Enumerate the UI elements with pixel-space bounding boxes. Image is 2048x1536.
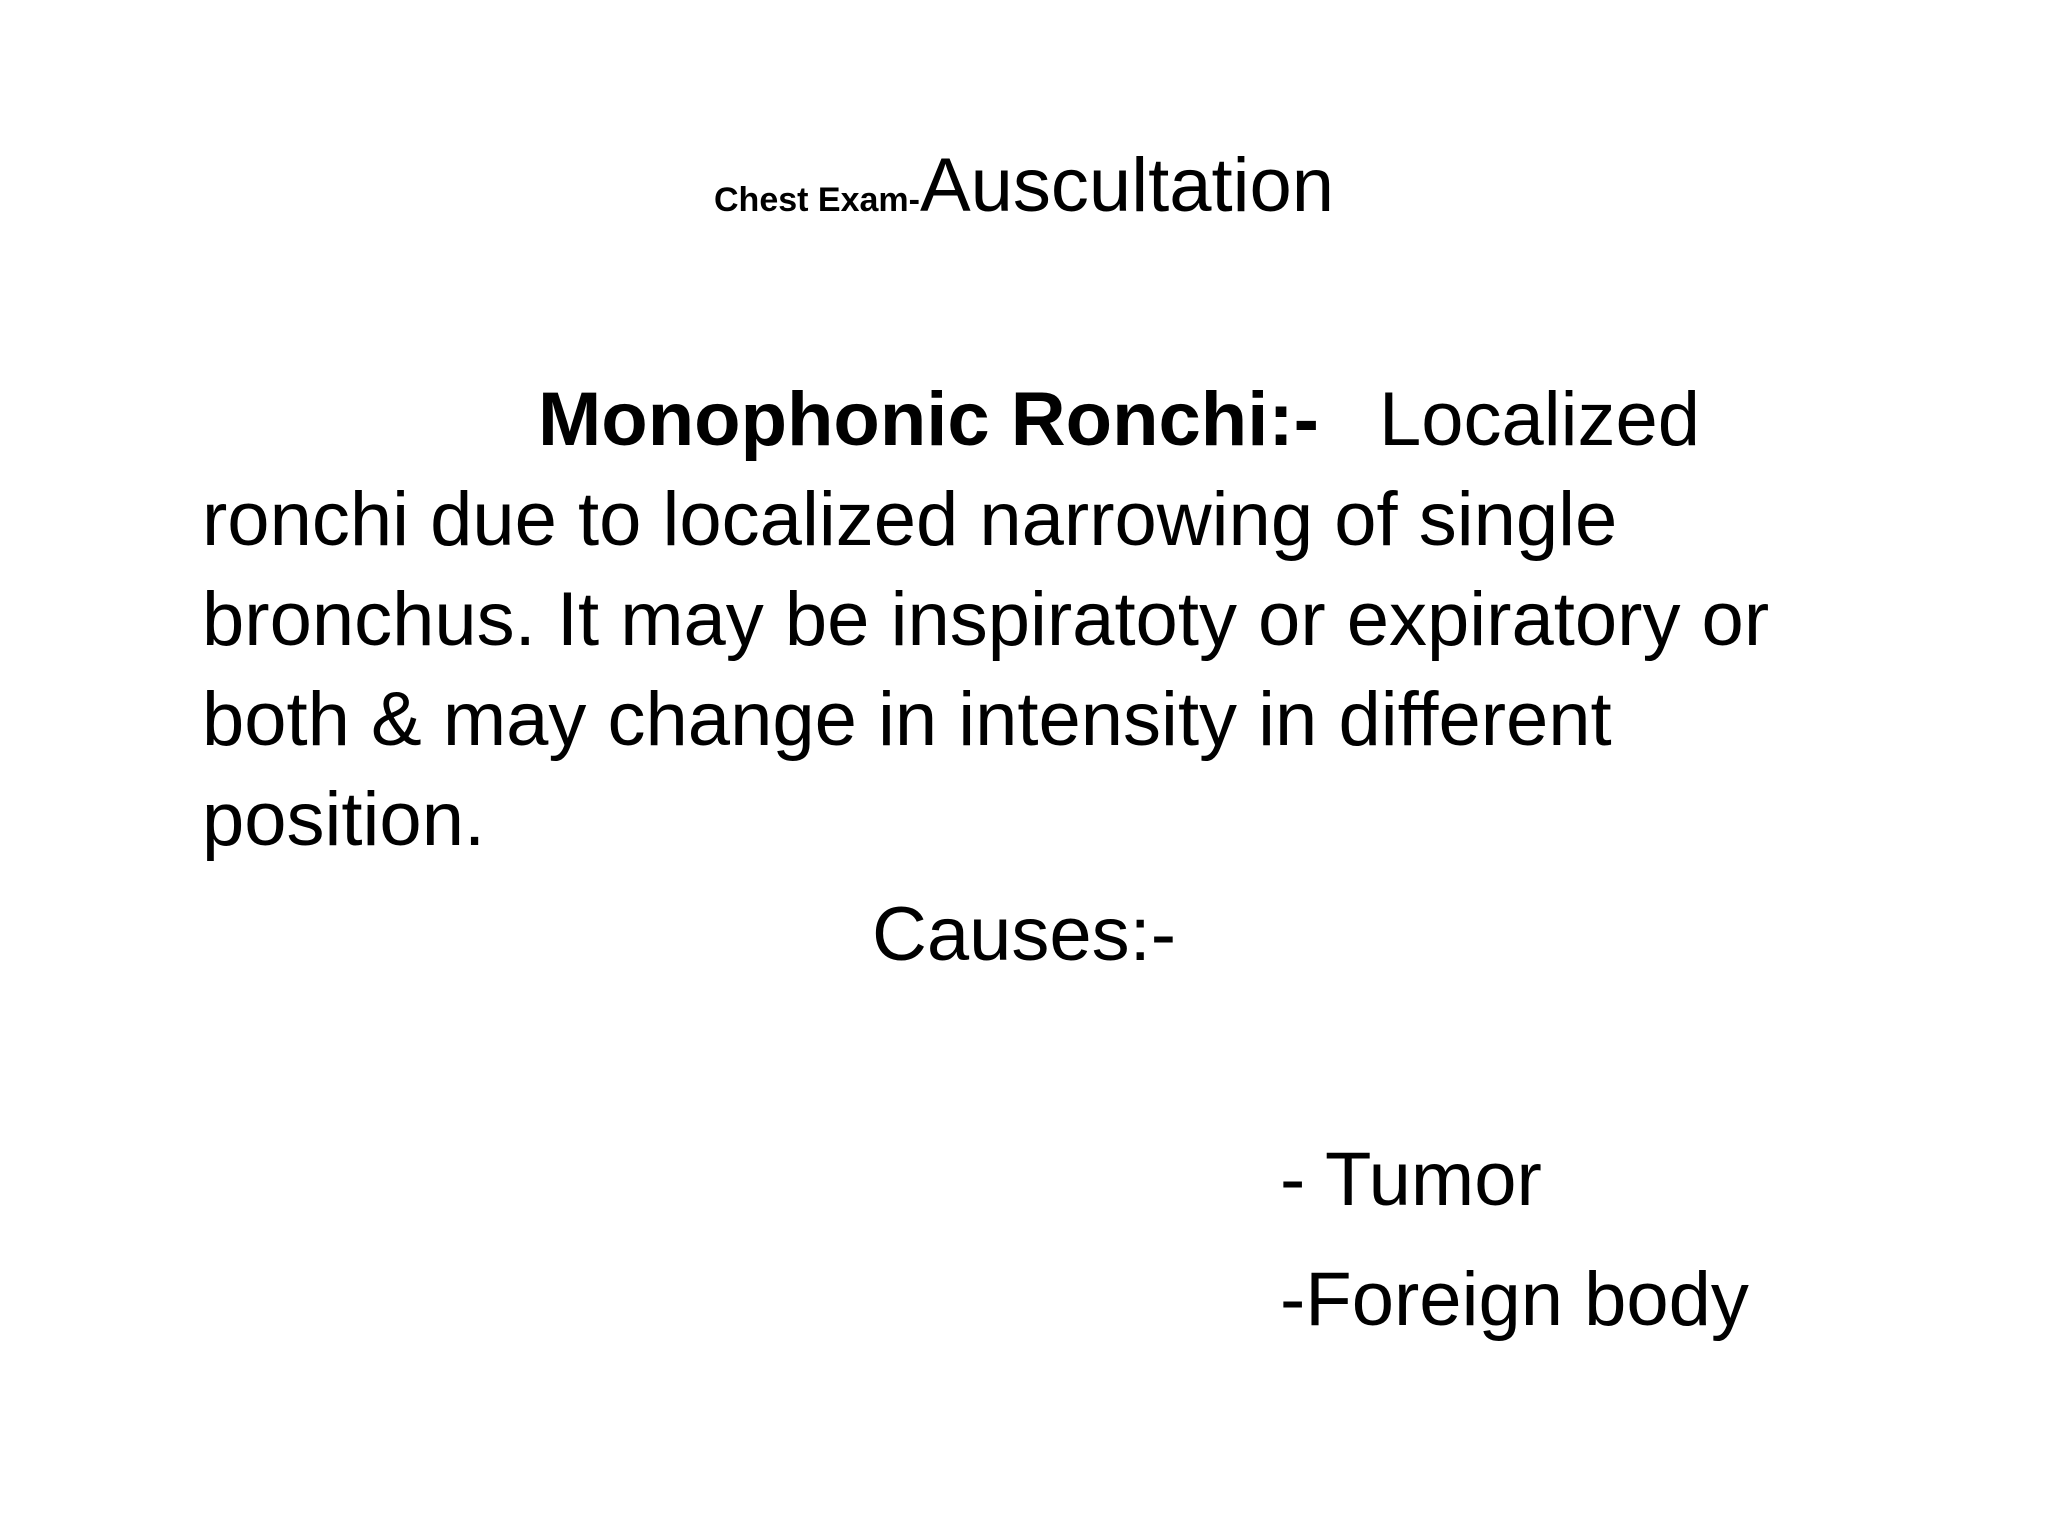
cause-item-foreign-body: -Foreign body xyxy=(1280,1257,1749,1342)
slide-title xyxy=(0,143,2048,228)
definition-text: Localized ronchi due to localized narrowing of single bronchus. It may be inspiratoty or expiratory or both & may change in intensity in different position. xyxy=(202,377,1770,862)
term-heading: Monophonic Ronchi:- xyxy=(538,377,1319,462)
cause-item-tumor: - Tumor xyxy=(1280,1137,1542,1222)
causes-list xyxy=(1280,1120,1749,1360)
definition-paragraph xyxy=(202,370,1902,870)
title-main: Auscultation xyxy=(919,143,1334,228)
causes-label: Causes:- xyxy=(871,892,1177,977)
definition-block xyxy=(202,370,1902,870)
title-prefix: Chest Exam- xyxy=(714,181,920,219)
